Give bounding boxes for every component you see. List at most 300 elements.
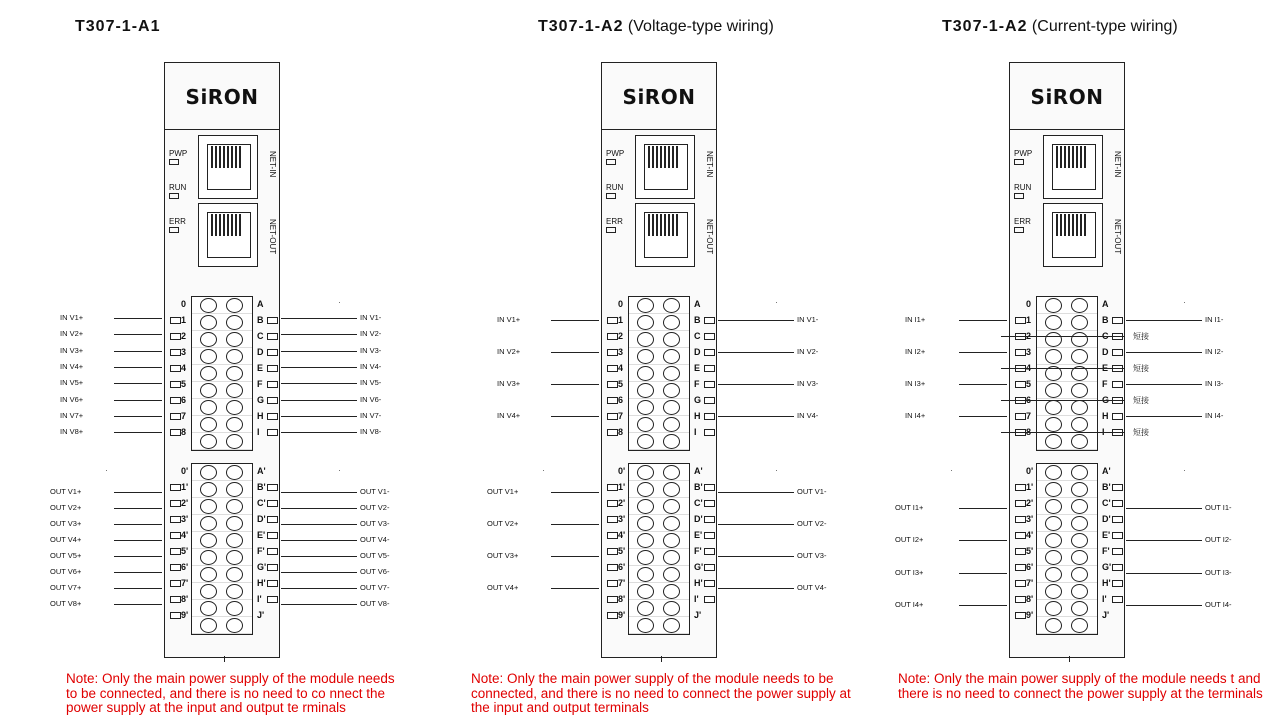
- channel-led: [1015, 516, 1026, 523]
- screw-terminal: [200, 298, 217, 313]
- bus-line: [224, 656, 225, 662]
- channel-led: [170, 333, 181, 340]
- in-label-positive: IN I3+: [905, 379, 926, 388]
- screw-terminal: [663, 618, 680, 633]
- pin-letter: H: [257, 411, 264, 421]
- status-led-run: [606, 183, 624, 199]
- terminal-pair: [629, 382, 689, 399]
- screw-terminal: [1045, 417, 1062, 432]
- screw-terminal: [663, 417, 680, 432]
- pin-number: 0: [618, 299, 624, 309]
- out-wire-positive: [959, 540, 1007, 541]
- led-indicator: [169, 193, 179, 199]
- screw-terminal: [1071, 533, 1088, 548]
- terminal-pair: [1037, 433, 1097, 450]
- jumper-wire: [1001, 336, 1125, 337]
- out-wire-negative: [281, 524, 357, 525]
- screw-terminal: [637, 349, 654, 364]
- channel-led: [1015, 548, 1026, 555]
- pin-number: 2: [618, 331, 624, 341]
- channel-led: [607, 532, 618, 539]
- out-label-positive: OUT V8+: [50, 599, 82, 608]
- pin-number: 6: [181, 395, 187, 405]
- in-wire-negative: [281, 334, 357, 335]
- in-wire-positive: [114, 351, 162, 352]
- out-label-negative: OUT V8-: [360, 599, 390, 608]
- pin-letter: H': [257, 578, 266, 588]
- led-label: RUN: [1014, 183, 1032, 192]
- screw-terminal: [226, 315, 243, 330]
- pin-number: 3: [618, 347, 624, 357]
- out-label-positive: OUT I3+: [895, 568, 924, 577]
- stray-dot: [1184, 470, 1185, 471]
- in-wire-negative: [281, 367, 357, 368]
- channel-led: [170, 596, 181, 603]
- screw-terminal: [1045, 349, 1062, 364]
- terminal-pair: [192, 331, 252, 348]
- channel-led: [170, 381, 181, 388]
- screw-terminal: [663, 366, 680, 381]
- screw-terminal: [663, 533, 680, 548]
- out-label-negative: OUT V5-: [360, 551, 390, 560]
- siron-logo: SiRON: [185, 85, 259, 109]
- screw-terminal: [1045, 499, 1062, 514]
- terminal-pair: [192, 314, 252, 331]
- out-label-negative: OUT V4-: [360, 535, 390, 544]
- pin-letter: B: [694, 315, 701, 325]
- channel-led: [267, 532, 278, 539]
- channel-led: [267, 580, 278, 587]
- in-label-negative: IN V4-: [797, 411, 819, 420]
- bus-line: [661, 656, 662, 662]
- in-wire-negative: [281, 416, 357, 417]
- in-wire-positive: [959, 384, 1007, 385]
- terminal-pair: [629, 433, 689, 450]
- in-wire-positive: [114, 432, 162, 433]
- terminal-pair: [629, 365, 689, 382]
- out-wire-negative: [1126, 573, 1202, 574]
- channel-led: [704, 317, 715, 324]
- in-wire-positive: [959, 416, 1007, 417]
- channel-led: [170, 612, 181, 619]
- pin-letter: F': [257, 546, 265, 556]
- pin-letter: A: [1102, 299, 1109, 309]
- terminal-pair: [1037, 416, 1097, 433]
- out-wire-positive: [114, 572, 162, 573]
- screw-terminal: [226, 400, 243, 415]
- rj45-port-in[interactable]: [198, 135, 258, 199]
- pin-number: 5': [1026, 546, 1034, 556]
- pin-letter: I: [694, 427, 697, 437]
- screw-terminal: [1045, 400, 1062, 415]
- screw-terminal: [637, 417, 654, 432]
- power-note: Note: Only the main power supply of the module needs t and there is no need to connect the power supply at the terminals: [898, 672, 1263, 701]
- screw-terminal: [226, 465, 243, 480]
- screw-terminal: [1071, 400, 1088, 415]
- jumper-wire: [1001, 368, 1125, 369]
- screw-terminal: [663, 567, 680, 582]
- pin-letter: I: [1102, 427, 1105, 437]
- terminal-pair: [1037, 617, 1097, 634]
- in-label-negative: IN I4-: [1205, 411, 1224, 420]
- in-label-negative: IN V4-: [360, 362, 382, 371]
- channel-led: [607, 564, 618, 571]
- terminal-pair: [629, 583, 689, 600]
- screw-terminal: [226, 417, 243, 432]
- terminal-pair: [629, 549, 689, 566]
- in-wire-negative: [281, 383, 357, 384]
- out-wire-negative: [281, 572, 357, 573]
- terminal-pair: [629, 600, 689, 617]
- channel-led: [704, 397, 715, 404]
- power-note: Note: Only the main power supply of the module needs to be connected, and there is no need to co nnect the power supply at the input and output te rminals: [66, 672, 395, 715]
- pin-letter: D': [1102, 514, 1111, 524]
- terminal-pair: [1037, 348, 1097, 365]
- terminal-pair: [192, 382, 252, 399]
- stray-dot: [1184, 302, 1185, 303]
- channel-led: [1112, 317, 1123, 324]
- out-wire-positive: [551, 556, 599, 557]
- in-label-negative: IN I1-: [1205, 315, 1224, 324]
- in-label-negative: IN V3-: [797, 379, 819, 388]
- status-led-err: [1014, 217, 1032, 233]
- jumper-wire: [1001, 432, 1125, 433]
- pin-letter: G: [694, 395, 702, 405]
- out-wire-negative: [281, 492, 357, 493]
- in-label-positive: IN V4+: [60, 362, 84, 371]
- pin-number: 4: [618, 363, 624, 373]
- terminal-pair: [1037, 566, 1097, 583]
- in-wire-negative: [718, 320, 794, 321]
- pin-letter: E: [694, 363, 701, 373]
- pin-letter: E': [1102, 530, 1111, 540]
- screw-terminal: [200, 332, 217, 347]
- pin-letter: E': [694, 530, 703, 540]
- pin-number: 2: [181, 331, 187, 341]
- in-wire-positive: [114, 318, 162, 319]
- channel-led: [1015, 596, 1026, 603]
- channel-led: [607, 365, 618, 372]
- screw-terminal: [200, 567, 217, 582]
- led-indicator: [606, 193, 616, 199]
- screw-terminal: [200, 400, 217, 415]
- channel-led: [607, 397, 618, 404]
- in-terminal-block: [628, 296, 690, 451]
- io-module: [601, 62, 717, 658]
- out-wire-positive: [114, 540, 162, 541]
- out-label-negative: OUT V2-: [360, 503, 390, 512]
- led-indicator: [169, 227, 179, 233]
- channel-led: [170, 548, 181, 555]
- screw-terminal: [663, 434, 680, 449]
- channel-led: [1015, 413, 1026, 420]
- status-led-pwp: [606, 149, 624, 165]
- stray-dot: [339, 470, 340, 471]
- screw-terminal: [637, 550, 654, 565]
- channel-led: [170, 532, 181, 539]
- out-label-positive: OUT V5+: [50, 551, 82, 560]
- channel-led: [1015, 484, 1026, 491]
- screw-terminal: [226, 618, 243, 633]
- channel-led: [267, 516, 278, 523]
- in-wire-negative: [718, 416, 794, 417]
- channel-led: [704, 365, 715, 372]
- rj45-port-in[interactable]: [635, 135, 695, 199]
- in-wire-positive: [114, 367, 162, 368]
- led-label: RUN: [169, 183, 187, 192]
- pin-number: 8: [181, 427, 187, 437]
- screw-terminal: [637, 584, 654, 599]
- out-wire-negative: [1126, 605, 1202, 606]
- pin-number: 1: [1026, 315, 1032, 325]
- in-label-positive: IN V2+: [497, 347, 521, 356]
- screw-terminal: [226, 584, 243, 599]
- screw-terminal: [637, 298, 654, 313]
- rj45-port-in[interactable]: [1043, 135, 1103, 199]
- pin-letter: C': [1102, 498, 1111, 508]
- in-wire-positive: [114, 416, 162, 417]
- out-wire-positive: [551, 588, 599, 589]
- out-label-positive: OUT V3+: [50, 519, 82, 528]
- screw-terminal: [1045, 383, 1062, 398]
- out-label-negative: OUT V6-: [360, 567, 390, 576]
- pin-number: 4: [1026, 363, 1032, 373]
- led-indicator: [606, 227, 616, 233]
- channel-led: [170, 580, 181, 587]
- screw-terminal: [1071, 567, 1088, 582]
- in-label-positive: IN V7+: [60, 411, 84, 420]
- channel-led: [1015, 580, 1026, 587]
- led-label: RUN: [606, 183, 624, 192]
- pin-number: 3': [618, 514, 626, 524]
- channel-led: [607, 596, 618, 603]
- channel-led: [1015, 564, 1026, 571]
- screw-terminal: [1045, 567, 1062, 582]
- channel-led: [1015, 532, 1026, 539]
- status-led-run: [1014, 183, 1032, 199]
- screw-terminal: [226, 499, 243, 514]
- pin-number: 3': [1026, 514, 1034, 524]
- port-label: NET-IN: [705, 151, 714, 178]
- pin-number: 7: [1026, 411, 1032, 421]
- pin-number: 0': [181, 466, 189, 476]
- out-wire-positive: [114, 508, 162, 509]
- pin-number: 5': [618, 546, 626, 556]
- terminal-pair: [1037, 549, 1097, 566]
- channel-led: [170, 484, 181, 491]
- channel-led: [267, 500, 278, 507]
- pin-number: 6': [1026, 562, 1034, 572]
- screw-terminal: [226, 567, 243, 582]
- stray-dot: [951, 470, 952, 471]
- pin-number: 8: [1026, 427, 1032, 437]
- pin-letter: G: [257, 395, 265, 405]
- screw-terminal: [200, 533, 217, 548]
- channel-led: [1112, 580, 1123, 587]
- screw-terminal: [663, 482, 680, 497]
- panel-title: [538, 18, 774, 36]
- in-label-positive: IN I4+: [905, 411, 926, 420]
- terminal-pair: [1037, 464, 1097, 481]
- terminal-pair: [192, 464, 252, 481]
- channel-led: [267, 548, 278, 555]
- stray-dot: [543, 470, 544, 471]
- led-indicator: [169, 159, 179, 165]
- out-label-positive: OUT V6+: [50, 567, 82, 576]
- screw-terminal: [200, 584, 217, 599]
- screw-terminal: [1045, 482, 1062, 497]
- screw-terminal: [1071, 434, 1088, 449]
- screw-terminal: [1071, 332, 1088, 347]
- pin-number: 4': [618, 530, 626, 540]
- pin-number: 1': [1026, 482, 1034, 492]
- terminal-pair: [1037, 331, 1097, 348]
- channel-led: [1112, 413, 1123, 420]
- screw-terminal: [200, 349, 217, 364]
- in-label-negative: IN V7-: [360, 411, 382, 420]
- pin-number: 6': [618, 562, 626, 572]
- terminal-pair: [1037, 314, 1097, 331]
- screw-terminal: [1045, 516, 1062, 531]
- pin-letter: J': [257, 610, 265, 620]
- model-name: T307-1-A2: [538, 18, 624, 35]
- out-wire-positive: [114, 588, 162, 589]
- terminal-pair: [1037, 382, 1097, 399]
- in-wire-negative: [718, 384, 794, 385]
- wiring-type: (Voltage-type wiring): [623, 18, 774, 35]
- terminal-pair: [192, 481, 252, 498]
- screw-terminal: [1071, 383, 1088, 398]
- screw-terminal: [226, 482, 243, 497]
- pin-number: 1': [181, 482, 189, 492]
- stray-dot: [776, 470, 777, 471]
- channel-led: [170, 365, 181, 372]
- out-label-negative: OUT V4-: [797, 583, 827, 592]
- out-wire-positive: [114, 524, 162, 525]
- pin-number: 8': [1026, 594, 1034, 604]
- pin-number: 0: [181, 299, 187, 309]
- channel-led: [704, 580, 715, 587]
- pin-number: 9': [181, 610, 189, 620]
- pin-letter: D': [257, 514, 266, 524]
- terminal-pair: [629, 617, 689, 634]
- channel-led: [1112, 548, 1123, 555]
- channel-led: [170, 500, 181, 507]
- pin-number: 5: [618, 379, 624, 389]
- port-label: NET-OUT: [268, 219, 277, 255]
- out-wire-positive: [114, 492, 162, 493]
- pin-letter: H': [694, 578, 703, 588]
- rj45-port-out[interactable]: [198, 203, 258, 267]
- in-label-negative: IN V8-: [360, 427, 382, 436]
- channel-led: [704, 564, 715, 571]
- screw-terminal: [200, 417, 217, 432]
- status-led-err: [606, 217, 624, 233]
- pin-number: 1: [618, 315, 624, 325]
- port-contacts: [648, 214, 678, 236]
- channel-led: [170, 429, 181, 436]
- channel-led: [1112, 500, 1123, 507]
- status-leds: [606, 149, 624, 251]
- terminal-pair: [1037, 515, 1097, 532]
- pin-number: 9': [618, 610, 626, 620]
- screw-terminal: [226, 533, 243, 548]
- terminal-pair: [629, 331, 689, 348]
- pin-letter: I: [257, 427, 260, 437]
- pin-letter: D': [694, 514, 703, 524]
- in-wire-positive: [959, 320, 1007, 321]
- pin-number: 1: [181, 315, 187, 325]
- pin-letter: G': [1102, 562, 1112, 572]
- screw-terminal: [200, 516, 217, 531]
- io-module: [1009, 62, 1125, 658]
- pin-letter: B': [1102, 482, 1111, 492]
- channel-led: [704, 349, 715, 356]
- out-wire-negative: [281, 604, 357, 605]
- led-label: ERR: [169, 217, 186, 226]
- in-label-positive: IN V4+: [497, 411, 521, 420]
- in-label-positive: IN V6+: [60, 395, 84, 404]
- pin-letter: C: [257, 331, 264, 341]
- channel-led: [267, 365, 278, 372]
- channel-led: [1112, 381, 1123, 388]
- out-wire-positive: [551, 524, 599, 525]
- terminal-pair: [192, 297, 252, 314]
- pin-number: 5: [1026, 379, 1032, 389]
- jumper-label: 短接: [1133, 364, 1149, 373]
- out-terminal-block: [191, 463, 253, 635]
- channel-led: [170, 397, 181, 404]
- screw-terminal: [637, 601, 654, 616]
- stray-dot: [106, 470, 107, 471]
- status-leds: [169, 149, 187, 251]
- pin-letter: C: [1102, 331, 1109, 341]
- pin-letter: H: [694, 411, 701, 421]
- screw-terminal: [226, 434, 243, 449]
- port-contacts: [648, 146, 678, 168]
- out-label-negative: OUT V3-: [360, 519, 390, 528]
- rj45-port-out[interactable]: [635, 203, 695, 267]
- screw-terminal: [637, 618, 654, 633]
- screw-terminal: [226, 366, 243, 381]
- pin-number: 2': [1026, 498, 1034, 508]
- screw-terminal: [1071, 499, 1088, 514]
- in-wire-positive: [959, 352, 1007, 353]
- screw-terminal: [200, 482, 217, 497]
- jumper-label: 短接: [1133, 396, 1149, 405]
- channel-led: [1112, 596, 1123, 603]
- screw-terminal: [226, 516, 243, 531]
- status-leds: [1014, 149, 1032, 251]
- pin-letter: D: [694, 347, 701, 357]
- led-indicator: [1014, 193, 1024, 199]
- screw-terminal: [200, 383, 217, 398]
- status-led-err: [169, 217, 187, 233]
- in-label-positive: IN V1+: [60, 313, 84, 322]
- screw-terminal: [663, 298, 680, 313]
- channel-led: [704, 516, 715, 523]
- screw-terminal: [1045, 584, 1062, 599]
- pin-letter: H: [1102, 411, 1109, 421]
- pin-letter: A: [257, 299, 264, 309]
- bus-line: [1069, 656, 1070, 662]
- screw-terminal: [637, 332, 654, 347]
- port-label: NET-IN: [1113, 151, 1122, 178]
- pin-letter: H': [1102, 578, 1111, 588]
- rj45-port-out[interactable]: [1043, 203, 1103, 267]
- terminal-pair: [629, 515, 689, 532]
- screw-terminal: [1071, 298, 1088, 313]
